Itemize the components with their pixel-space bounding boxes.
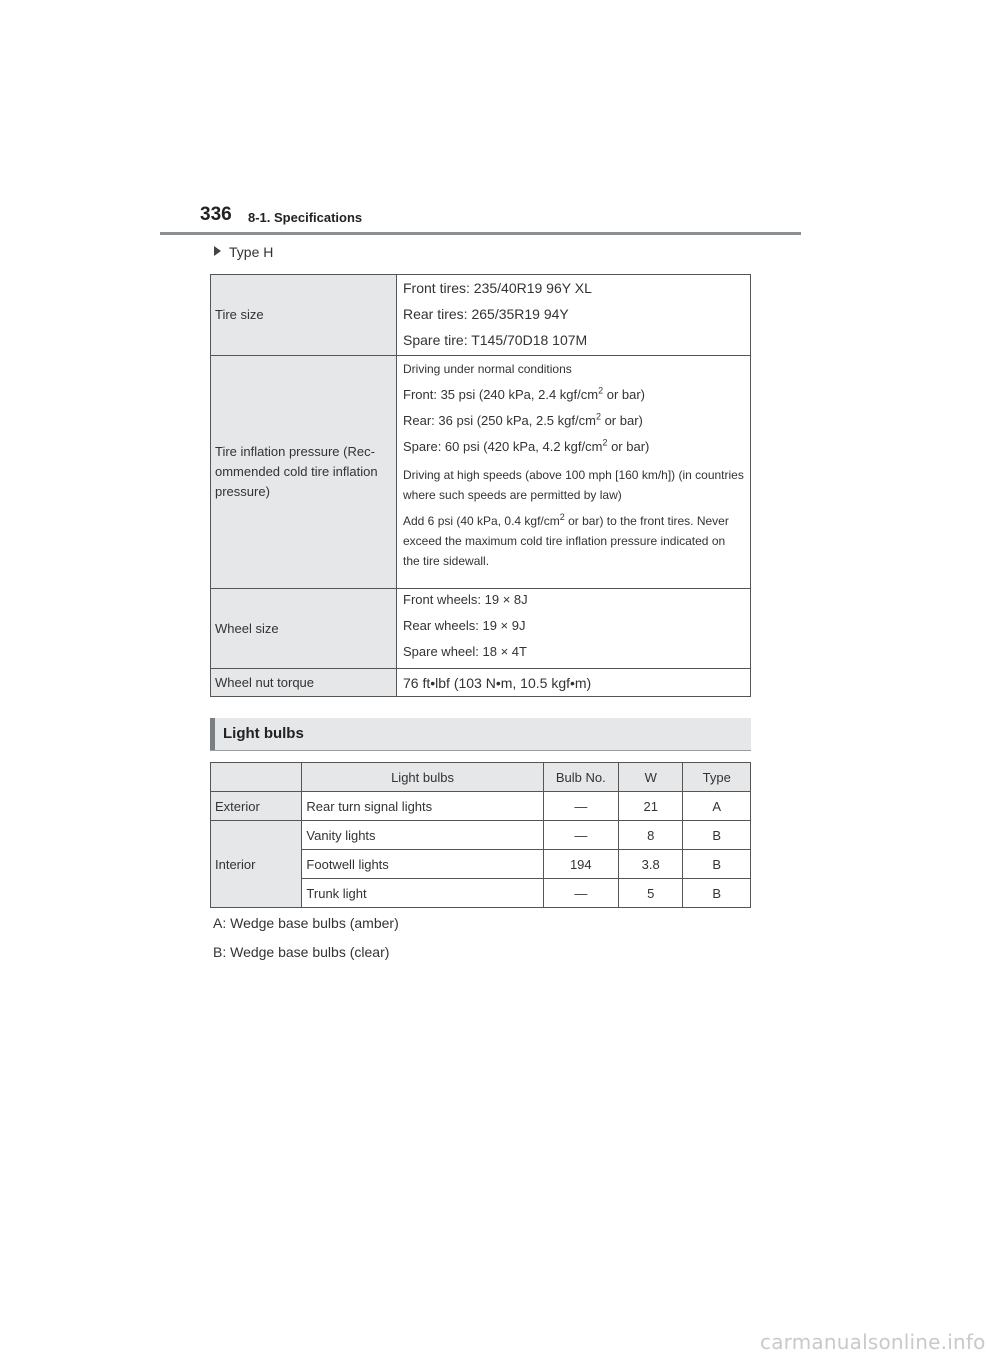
header-divider xyxy=(160,232,801,235)
section-title: 8-1. Specifications xyxy=(248,210,363,225)
bulb-type: A xyxy=(683,792,751,821)
bulb-watts: 3.8 xyxy=(619,850,683,879)
add-pressure-note xyxy=(403,511,745,571)
group-label: Exterior xyxy=(211,792,302,821)
tire-size-values xyxy=(397,275,751,356)
spare-wheel-size: Spare wheel: 18 × 4T xyxy=(403,644,527,659)
bulb-watts: 5 xyxy=(619,879,683,908)
table-row xyxy=(211,589,751,669)
tire-size-label: Tire size xyxy=(211,275,397,356)
unit-suffix: or bar) xyxy=(607,439,650,454)
front-wheel-size: Front wheels: 19 × 8J xyxy=(403,592,528,607)
arrow-bullet-icon xyxy=(214,246,221,256)
wheel-size-label: Wheel size xyxy=(211,589,397,669)
superscript: 2 xyxy=(595,411,601,422)
column-header: Type xyxy=(683,763,751,792)
bulb-type: B xyxy=(683,821,751,850)
type-heading xyxy=(214,244,273,260)
bulb-type: B xyxy=(683,879,751,908)
bulb-watts: 8 xyxy=(619,821,683,850)
wheel-size-values xyxy=(397,589,751,669)
type-heading-text: Type H xyxy=(229,244,274,260)
normal-conditions-heading: Driving under normal conditions xyxy=(403,362,572,376)
add-pressure-text: Add 6 psi (40 kPa, 0.4 kgf/cm xyxy=(403,514,560,528)
inflation-values xyxy=(397,356,751,589)
column-header: Bulb No. xyxy=(543,763,618,792)
front-tire-size: Front tires: 235/40R19 96Y XL xyxy=(403,280,592,296)
tire-spec-table xyxy=(210,274,751,697)
table-row xyxy=(211,792,751,821)
page-header xyxy=(200,204,800,234)
unit-suffix: or bar) xyxy=(600,413,643,428)
spare-pressure-text: Spare: 60 psi (420 kPa, 4.2 kgf/cm xyxy=(403,439,603,454)
add-pressure-rest: or bar) to the front tires. Never exceed the maximum cold tire inflation pressure indicated on the tire sidewall. xyxy=(403,514,729,568)
superscript: 2 xyxy=(602,437,608,448)
light-bulbs-heading-text: Light bulbs xyxy=(223,725,304,742)
rear-pressure-text: Rear: 36 psi (250 kPa, 2.5 kgf/cm xyxy=(403,413,596,428)
bulb-number: 194 xyxy=(543,850,618,879)
group-label: Interior xyxy=(211,821,302,908)
high-speed-note: Driving at high speeds (above 100 mph [160 km/h]) (in countries where such speeds are permitted by law) xyxy=(403,468,744,502)
bulb-number: — xyxy=(543,792,618,821)
bulb-type: B xyxy=(683,850,751,879)
column-header xyxy=(211,763,302,792)
light-bulbs-heading xyxy=(210,718,751,751)
front-pressure-text: Front: 35 psi (240 kPa, 2.4 kgf/cm xyxy=(403,387,599,402)
heading-accent-bar xyxy=(210,718,215,750)
bulb-number: — xyxy=(543,821,618,850)
rear-pressure xyxy=(403,413,745,429)
unit-suffix: or bar) xyxy=(603,387,646,402)
column-header: W xyxy=(619,763,683,792)
table-row xyxy=(211,275,751,356)
light-bulbs-table xyxy=(210,762,751,908)
table-row xyxy=(211,669,751,697)
note-clear: B: Wedge base bulbs (clear) xyxy=(213,944,390,960)
nut-torque-value: 76 ft•lbf (103 N•m, 10.5 kgf•m) xyxy=(397,669,751,697)
site-watermark: carmanualsonline.info xyxy=(760,1330,986,1354)
table-row xyxy=(211,821,751,850)
nut-torque-label: Wheel nut torque xyxy=(211,669,397,697)
spare-tire-size: Spare tire: T145/70D18 107M xyxy=(403,332,588,348)
bulb-name: Vanity lights xyxy=(302,821,543,850)
superscript: 2 xyxy=(598,385,604,396)
bulb-name: Trunk light xyxy=(302,879,543,908)
front-pressure xyxy=(403,387,745,403)
note-amber: A: Wedge base bulbs (amber) xyxy=(213,915,399,931)
bulb-name: Rear turn signal lights xyxy=(302,792,543,821)
superscript: 2 xyxy=(559,512,565,522)
column-header: Light bulbs xyxy=(302,763,543,792)
inflation-label: Tire inflation pressure (Rec-ommended cold tire inflation pressure) xyxy=(211,356,397,589)
table-row xyxy=(211,356,751,589)
rear-wheel-size: Rear wheels: 19 × 9J xyxy=(403,618,526,633)
bulb-watts: 21 xyxy=(619,792,683,821)
bulb-type-notes xyxy=(213,913,399,971)
bulb-name: Footwell lights xyxy=(302,850,543,879)
spare-pressure xyxy=(403,439,745,455)
page-number: 336 xyxy=(200,204,232,225)
bulb-number: — xyxy=(543,879,618,908)
rear-tire-size: Rear tires: 265/35R19 94Y xyxy=(403,306,569,322)
table-header-row xyxy=(211,763,751,792)
